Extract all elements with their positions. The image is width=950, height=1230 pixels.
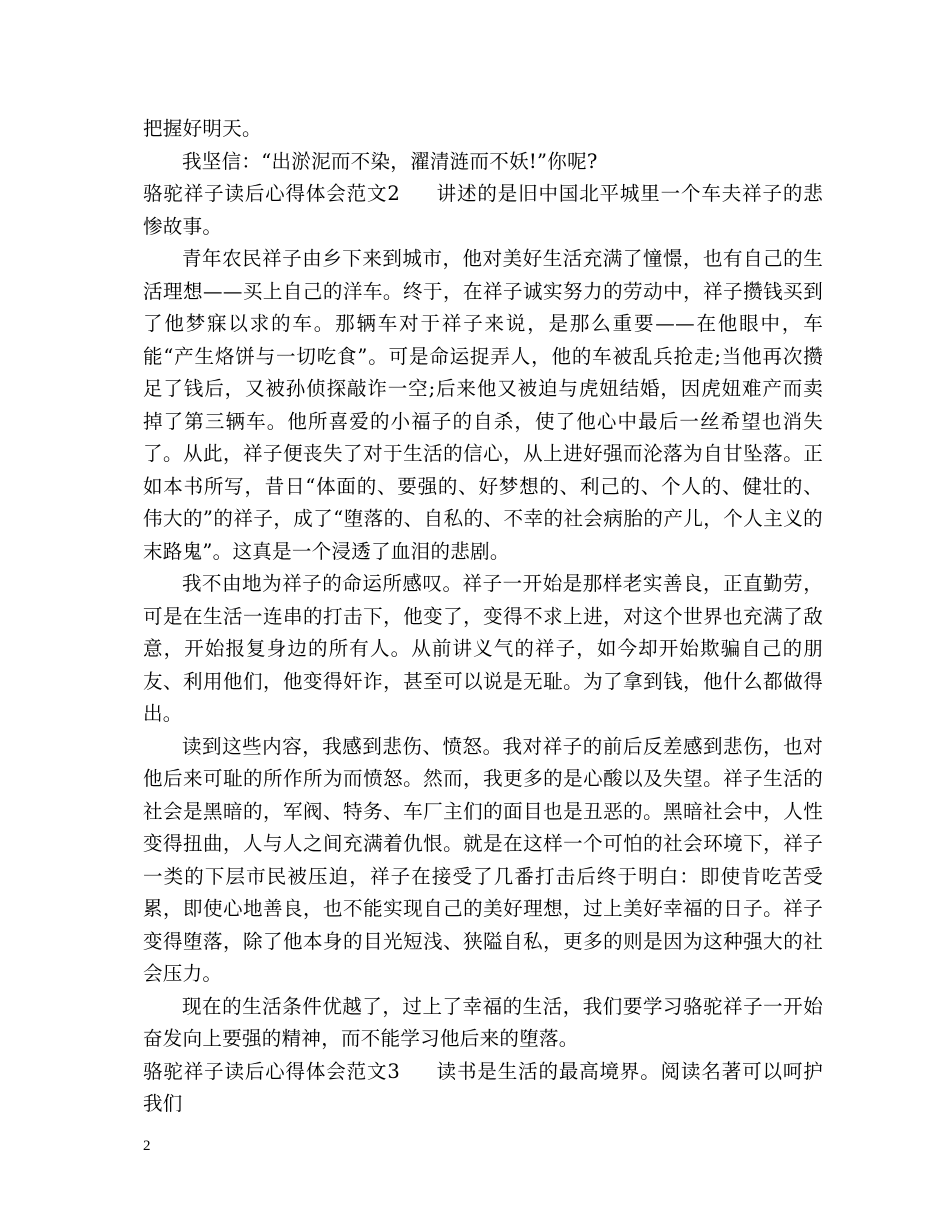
paragraph-belief: 我坚信：“出淤泥而不染，濯清涟而不妖!”你呢?	[182, 149, 598, 173]
page-number: 2	[143, 1138, 151, 1154]
section-2-heading: 骆驼祥子读后心得体会范文2	[143, 182, 401, 205]
continued-line: 把握好明天。	[143, 117, 262, 140]
section-3-heading: 骆驼祥子读后心得体会范文3	[143, 1059, 401, 1083]
section-2-lead: 讲述的是旧中国北平城里一个车夫祥子的悲惨故事。	[143, 182, 823, 238]
section-3-lead: 读书是生活的最高境界。阅读名著可以呵护我们	[143, 1059, 823, 1115]
section-3-line	[143, 1056, 823, 1121]
section-2-line	[143, 178, 823, 243]
paragraph-sigh: 我不由地为祥子的命运所感叹。祥子一开始是那样老实善良，正直勤劳，可是在生活一连串的打击下，他变了，变得不求上进，对这个世界也充满了敌意，开始报复身边的所有人。从前讲义气的祥子，如今却开始欺骗自己的朋友、利用他们，他变得奸诈，甚至可以说是无耻。为了拿到钱，他什么都做得出。	[143, 572, 823, 725]
paragraph-feelings: 读到这些内容，我感到悲伤、愤怒。我对祥子的前后反差感到悲伤，也对他后来可耻的所作所为而愤怒。然而，我更多的是心酸以及失望。祥子生活的社会是黑暗的，军阀、特务、车厂主们的面目也是丑恶的。黑暗社会中，人性变得扭曲，人与人之间充满着仇恨。就是在这样一个可怕的社会环境下，祥子一类的下层市民被压迫，祥子在接受了几番打击后终于明白：即使肯吃苦受累，即使心地善良，也不能实现自己的美好理想，过上美好幸福的日子。祥子变得堕落，除了他本身的目光短浅、狭隘自私，更多的则是因为这种强大的社会压力。	[143, 734, 823, 985]
paragraph-story: 青年农民祥子由乡下来到城市，他对美好生活充满了憧憬，也有自己的生活理想——买上自己的洋车。终于，在祥子诚实努力的劳动中，祥子攒钱买到了他梦寐以求的车。那辆车对于祥子来说，是那么重要——在他眼中，车能“产生烙饼与一切吃食”。可是命运捉弄人，他的车被乱兵抢走;当他再次攒足了钱后，又被孙侦探敲诈一空;后来他又被迫与虎妞结婚，因虎妞难产而卖掉了第三辆车。他所喜爱的小福子的自杀，使了他心中最后一丝希望也消失了。从此，祥子便丧失了对于生活的信心，从上进好强而沦落为自甘坠落。正如本书所写，昔日“体面的、要强的、好梦想的、利己的、个人的、健壮的、伟大的”的祥子，成了“堕落的、自私的、不幸的社会病胎的产儿，个人主义的末路鬼”。这真是一个浸透了血泪的悲剧。	[143, 247, 823, 563]
document-body	[143, 113, 823, 1121]
paragraph-conclusion: 现在的生活条件优越了，过上了幸福的生活，我们要学习骆驼祥子一开始奋发向上要强的精神，而不能学习他后来的堕落。	[143, 994, 823, 1050]
